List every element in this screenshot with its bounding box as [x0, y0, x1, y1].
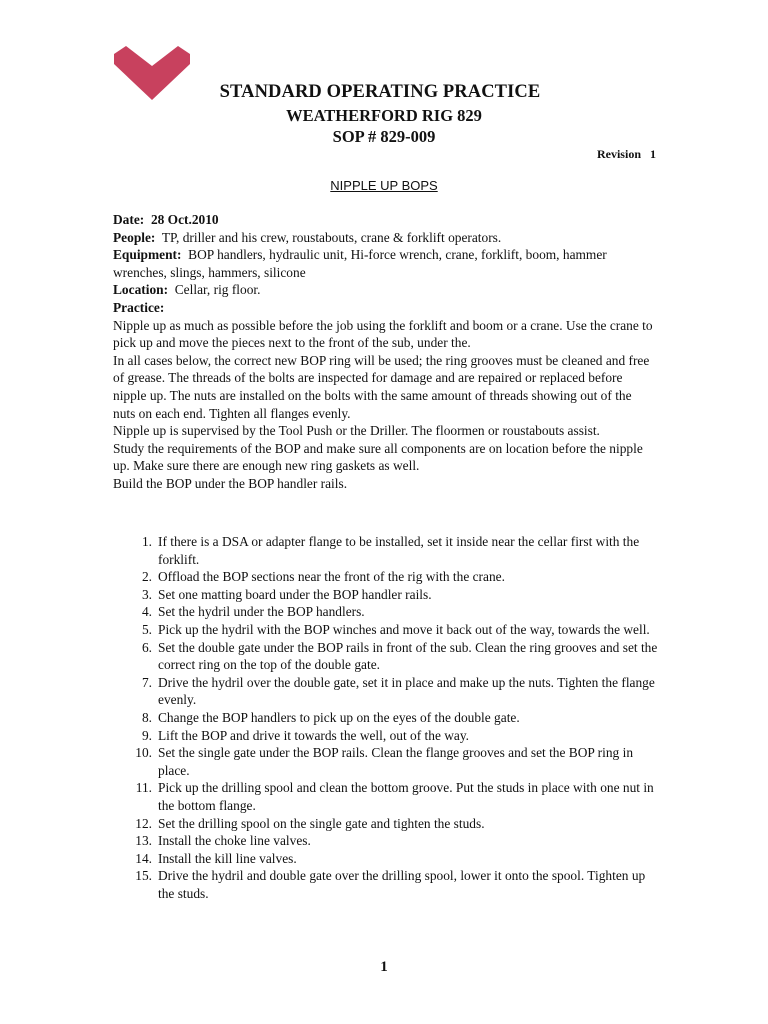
- location-line: [113, 281, 653, 299]
- practice-label: Practice:: [113, 299, 165, 315]
- practice-paragraph: Build the BOP under the BOP handler rails.: [113, 475, 348, 491]
- step-text: Install the choke line valves.: [158, 833, 311, 849]
- list-item: [113, 867, 658, 902]
- step-number: 6.: [141, 639, 152, 655]
- revision-number: 1: [650, 147, 656, 161]
- step-number: 14.: [135, 850, 152, 866]
- people-line: [113, 229, 653, 247]
- step-number: 9.: [141, 727, 152, 743]
- step-text: Install the kill line valves.: [158, 850, 297, 866]
- step-number: 7.: [141, 674, 152, 690]
- revision-label: Revision: [596, 147, 641, 161]
- list-item: [113, 832, 658, 850]
- people-value: TP, driller and his crew, roustabouts, crane & forklift operators.: [161, 229, 502, 245]
- step-number: 5.: [141, 621, 152, 637]
- people-label: People:: [113, 229, 156, 245]
- step-text: Lift the BOP and drive it towards the well, out of the way.: [158, 727, 470, 743]
- step-number: 8.: [141, 709, 152, 725]
- date-line: [113, 211, 653, 229]
- step-text: Set the hydril under the BOP handlers.: [158, 604, 365, 620]
- practice-line: [113, 299, 653, 317]
- date-label: Date:: [113, 212, 145, 227]
- equipment-line: [113, 246, 653, 281]
- list-item: [113, 727, 658, 745]
- date-value: 28 Oct.2010: [150, 212, 219, 227]
- step-number: 10.: [135, 745, 152, 761]
- procedure-steps: [113, 533, 658, 902]
- practice-paragraph: In all cases below, the correct new BOP ring will be used; the ring grooves must be cleaned and free of grease. The threads of the bolts are inspected for damage and are repaired or replaced before nipple up. The nuts are installed on the bolts with the same amount of threads showing out of the nuts on each end. Tighten all flanges evenly.: [113, 352, 650, 421]
- step-text: Pick up the hydril with the BOP winches and move it back out of the way, towards the well.: [158, 621, 650, 637]
- list-item: [113, 779, 658, 814]
- list-item: [113, 568, 658, 586]
- list-item: [113, 586, 658, 604]
- step-text: Set the drilling spool on the single gate and tighten the studs.: [158, 815, 485, 831]
- practice-paragraph: Nipple up is supervised by the Tool Push or the Driller. The floormen or roustabouts assist.: [113, 423, 600, 439]
- practice-paragraph: Study the requirements of the BOP and make sure all components are on location before the nipple up. Make sure there are enough new ring gaskets as well.: [113, 440, 643, 474]
- sop-number: SOP # 829-009: [332, 127, 436, 146]
- rig-name: WEATHERFORD RIG 829: [286, 106, 482, 125]
- step-number: 12.: [135, 815, 152, 831]
- location-value: Cellar, rig floor.: [174, 282, 261, 298]
- equipment-label: Equipment:: [113, 247, 182, 263]
- list-item: [113, 744, 658, 779]
- document-body: [113, 211, 653, 493]
- step-number: 4.: [141, 604, 152, 620]
- step-text: Pick up the drilling spool and clean the bottom groove. Put the studs in place with one nut in the bottom flange.: [158, 780, 654, 813]
- list-item: [113, 815, 658, 833]
- step-text: Change the BOP handlers to pick up on the eyes of the double gate.: [158, 709, 520, 725]
- step-text: Drive the hydril over the double gate, set it in place and make up the nuts. Tighten the flange evenly.: [158, 674, 655, 708]
- list-item: [113, 639, 658, 674]
- location-label: Location:: [113, 282, 169, 298]
- list-item: [113, 603, 658, 621]
- practice-paragraph: Nipple up as much as possible before the job using the forklift and boom or a crane. Use the crane to pick up and move the pieces next to the front of the sub, under the.: [113, 317, 653, 351]
- step-number: 3.: [141, 586, 152, 602]
- step-number: 1.: [141, 534, 152, 549]
- step-text: Set one matting board under the BOP handler rails.: [158, 586, 432, 602]
- revision-block: [597, 147, 656, 162]
- list-item: [113, 621, 658, 639]
- step-text: Offload the BOP sections near the front of the rig with the crane.: [158, 569, 505, 585]
- step-number: 11.: [135, 780, 152, 796]
- step-text: Set the single gate under the BOP rails. Clean the flange grooves and set the BOP ring in place.: [158, 745, 634, 778]
- equipment-value: BOP handlers, hydraulic unit, Hi-force wrench, crane, forklift, boom, hammer wrenches, slings, hammers, silicone: [113, 247, 607, 280]
- page-number: 1: [380, 959, 388, 975]
- step-text: Drive the hydril and double gate over the drilling spool, lower it onto the spool. Tighten up the studs.: [158, 868, 646, 901]
- procedure-title: NIPPLE UP BOPS: [330, 178, 438, 193]
- step-number: 13.: [135, 833, 152, 849]
- list-item: [113, 709, 658, 727]
- step-number: 15.: [135, 868, 152, 884]
- list-item: [113, 533, 658, 568]
- step-text: If there is a DSA or adapter flange to be installed, set it inside near the cellar first with the forklift.: [158, 534, 640, 567]
- list-item: [113, 674, 658, 709]
- list-item: [113, 850, 658, 868]
- step-number: 2.: [141, 569, 152, 585]
- document-heading: STANDARD OPERATING PRACTICE: [219, 82, 541, 102]
- step-text: Set the double gate under the BOP rails in front of the sub. Clean the ring grooves and set the correct ring on the top of the double gate.: [158, 639, 658, 673]
